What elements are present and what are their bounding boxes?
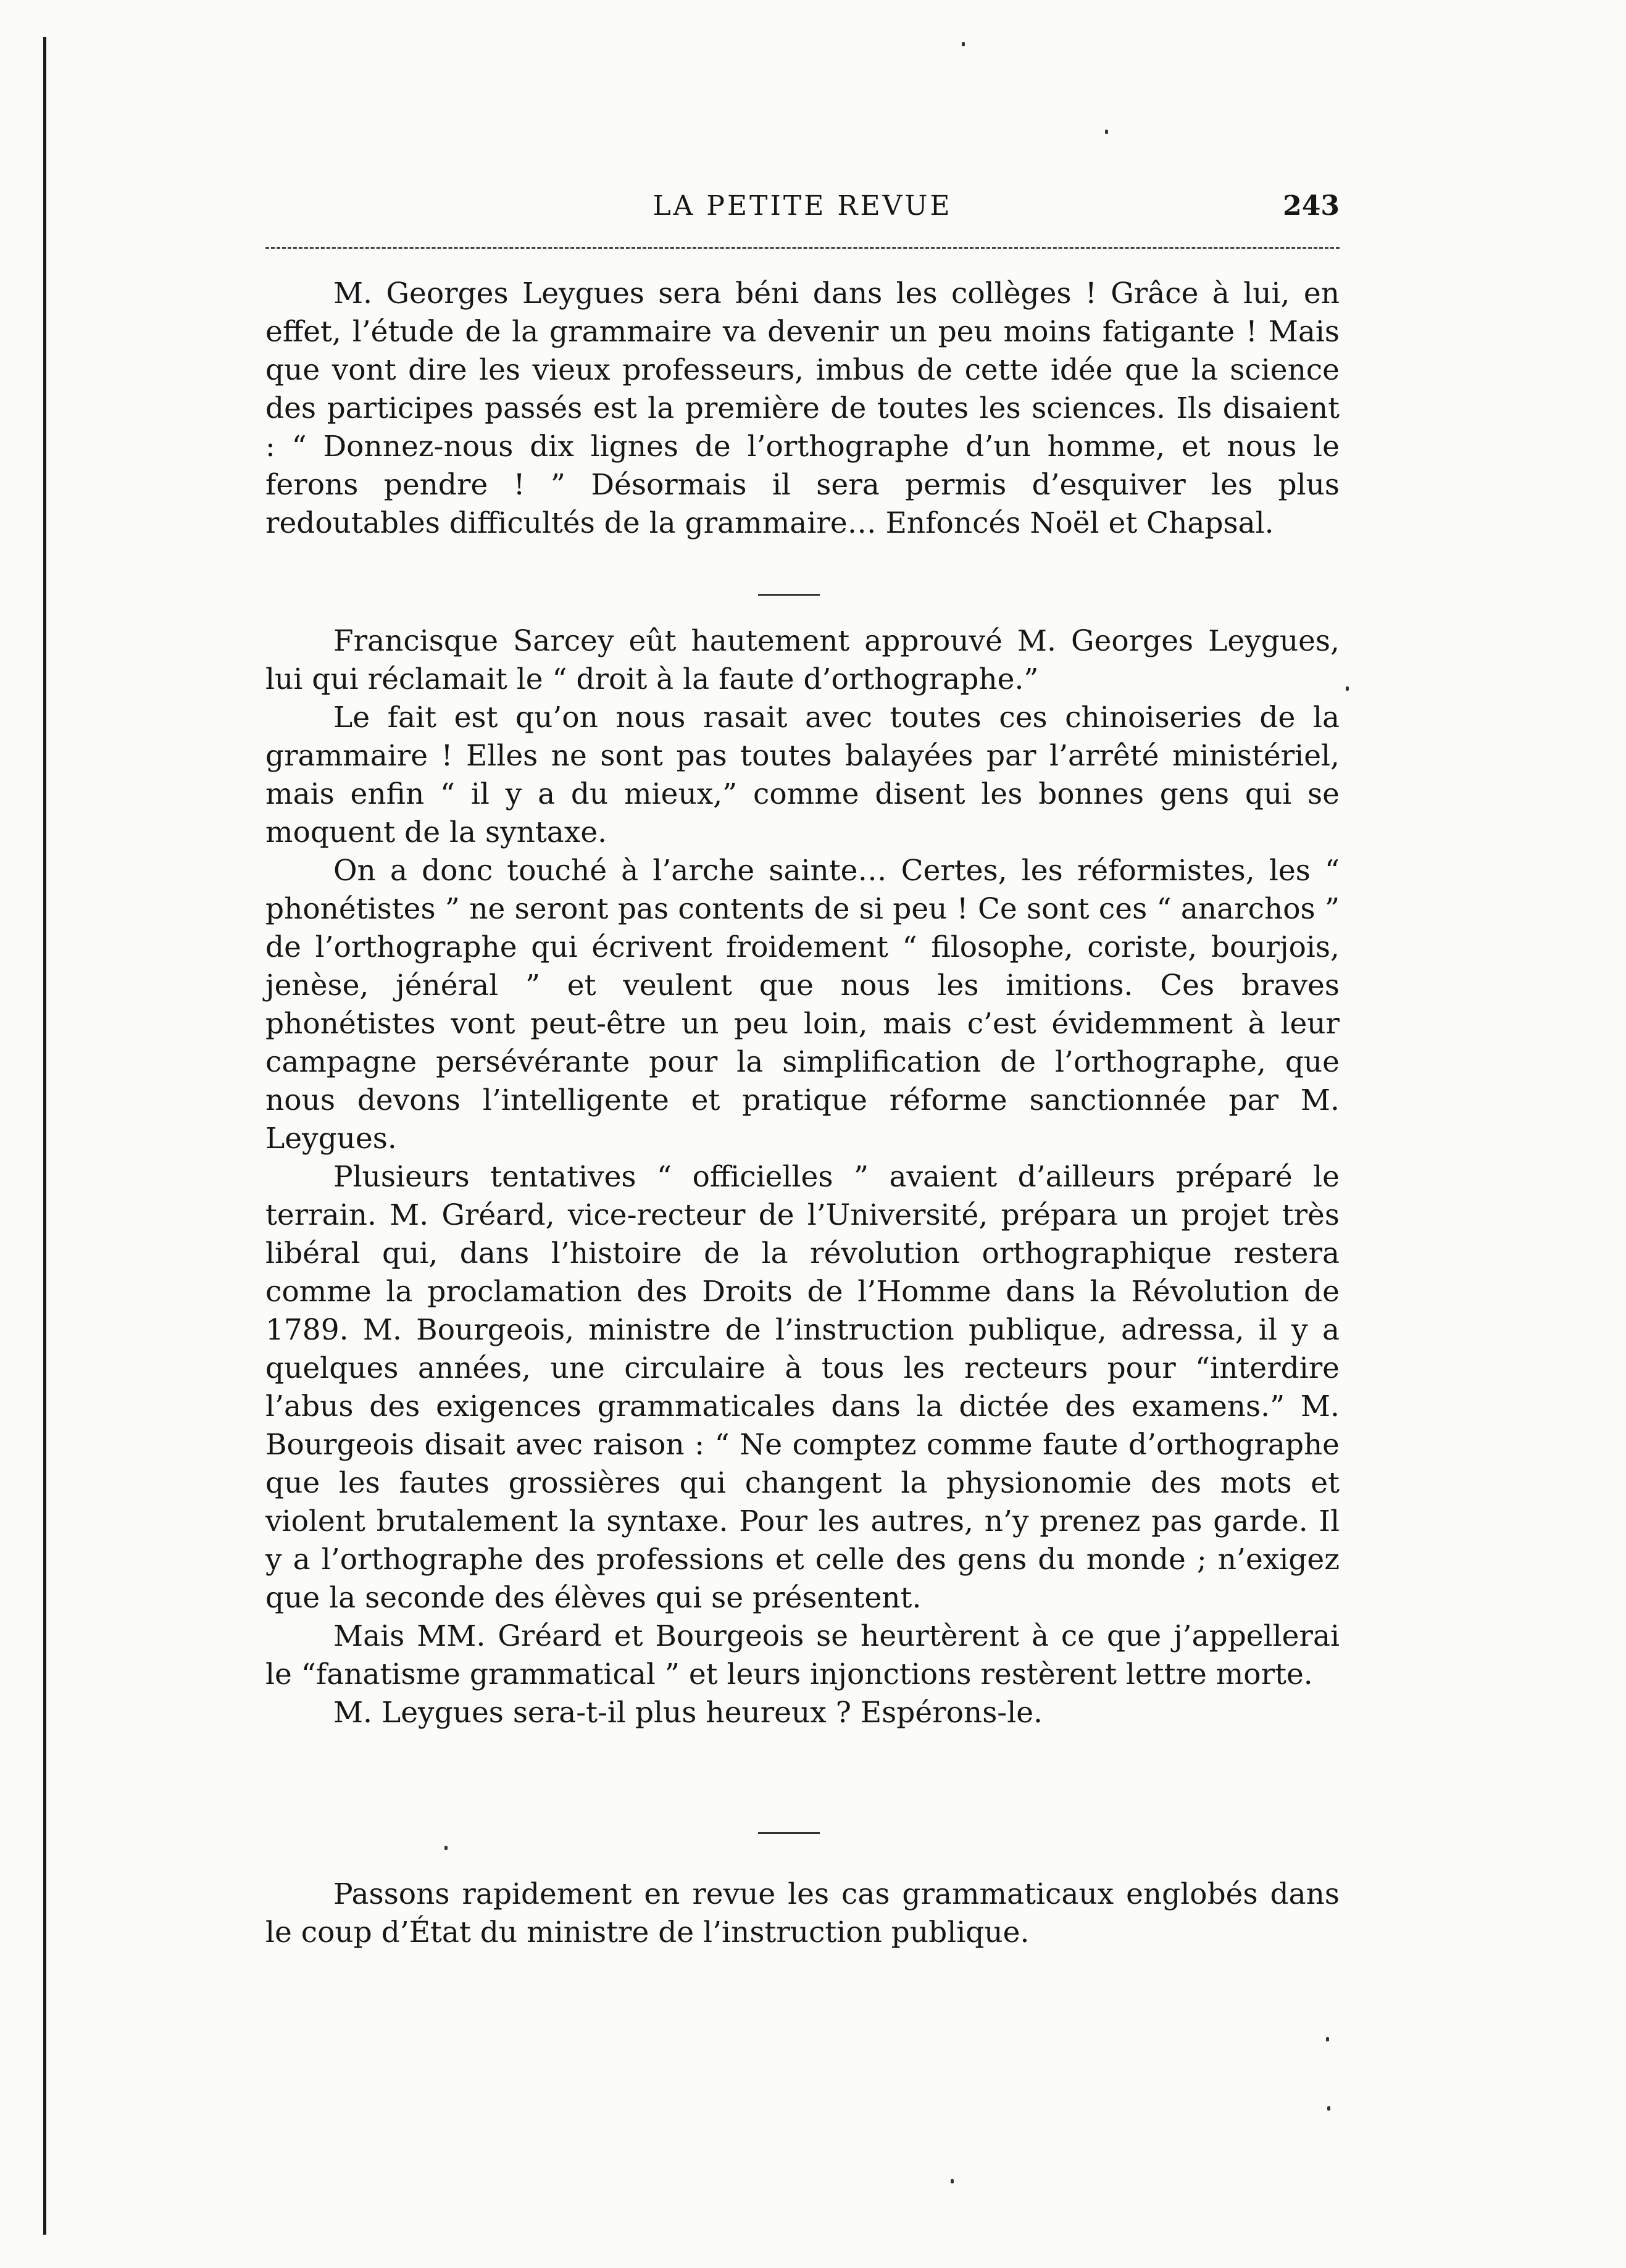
paragraph: Francisque Sarcey eût hautement approuvé M. Georges Leygues, lui qui réclamait le “ droit à la faute d’orthographe.” xyxy=(265,624,1340,696)
section-3 xyxy=(265,1875,1340,1952)
print-speck xyxy=(962,42,965,46)
section-separator xyxy=(758,594,820,596)
header-rule xyxy=(265,247,1340,249)
print-speck xyxy=(444,1846,448,1850)
print-speck xyxy=(951,2179,954,2183)
page-number: 243 xyxy=(1283,190,1340,222)
paragraph: Passons rapidement en revue les cas grammaticaux englobés dans le coup d’État du ministre de l’instruction publique. xyxy=(265,1877,1340,1949)
section-1 xyxy=(265,275,1340,543)
paragraph: Le fait est qu’on nous rasait avec toutes ces chinoiseries de la grammaire ! Elles ne sont pas toutes balayées par l’arrêté ministériel, mais enfin “ il y a du mieux,” comme disent les bonnes gens qui se moquent de la syntaxe. xyxy=(265,701,1340,849)
print-speck xyxy=(1327,2106,1330,2111)
print-speck xyxy=(1105,130,1108,134)
paragraph: On a donc touché à l’arche sainte… Certes, les réformistes, les “ phonétistes ” ne seront pas contents de si peu ! Ce sont ces “ anarchos ” de l’orthographe qui écrivent froidement “ filosophe, coriste, bourjois, jenèse, jénéral ” et veulent que nous les imitions. Ces braves phonétistes vont peut-être un peu loin, mais c’est évidemment à leur campagne persévérante pour la simplification de l’orthographe, que nous devons l’intelligente et pratique réforme sanctionnée par M. Leygues. xyxy=(265,854,1340,1156)
running-header xyxy=(265,185,1340,235)
print-speck xyxy=(1346,686,1349,691)
page-edge-line xyxy=(43,37,46,2235)
section-2 xyxy=(265,622,1340,1732)
paragraph: Mais MM. Gréard et Bourgeois se heurtèrent à ce que j’appellerai le “fanatisme grammatical ” et leurs injonctions restèrent lettre morte. xyxy=(265,1619,1340,1691)
running-title: LA PETITE REVUE xyxy=(652,190,953,222)
paragraph: M. Georges Leygues sera béni dans les collèges ! Grâce à lui, en effet, l’étude de la grammaire va devenir un peu moins fatigante ! Mais que vont dire les vieux professeurs, imbus de cette idée que la science des participes passés est la première de toutes les sciences. Ils disaient : “ Donnez-nous dix lignes de l’orthographe d’un homme, et nous le ferons pendre ! ” Désormais il sera permis d’esquiver les plus redoutables difficultés de la grammaire… Enfoncés Noël et Chapsal. xyxy=(265,277,1340,540)
paragraph: M. Leygues sera-t-il plus heureux ? Espérons-le. xyxy=(333,1696,1043,1730)
print-speck xyxy=(1326,2037,1329,2041)
section-separator xyxy=(758,1832,820,1834)
paragraph: Plusieurs tentatives “ officielles ” avaient d’ailleurs préparé le terrain. M. Gréard, vice-recteur de l’Université, prépara un projet très libéral qui, dans l’histoire de la révolution orthographique restera comme la proclamation des Droits de l’Homme dans la Révolution de 1789. M. Bourgeois, ministre de l’instruction publique, adressa, il y a quelques années, une circulaire à tous les recteurs pour “interdire l’abus des exigences grammaticales dans la dictée des examens.” M. Bourgeois disait avec raison : “ Ne comptez comme faute d’orthographe que les fautes grossières qui changent la physionomie des mots et violent brutalement la syntaxe. Pour les autres, n’y prenez pas garde. Il y a l’orthographe des professions et celle des gens du monde ; n’exigez que la seconde des élèves qui se présentent. xyxy=(265,1160,1340,1615)
